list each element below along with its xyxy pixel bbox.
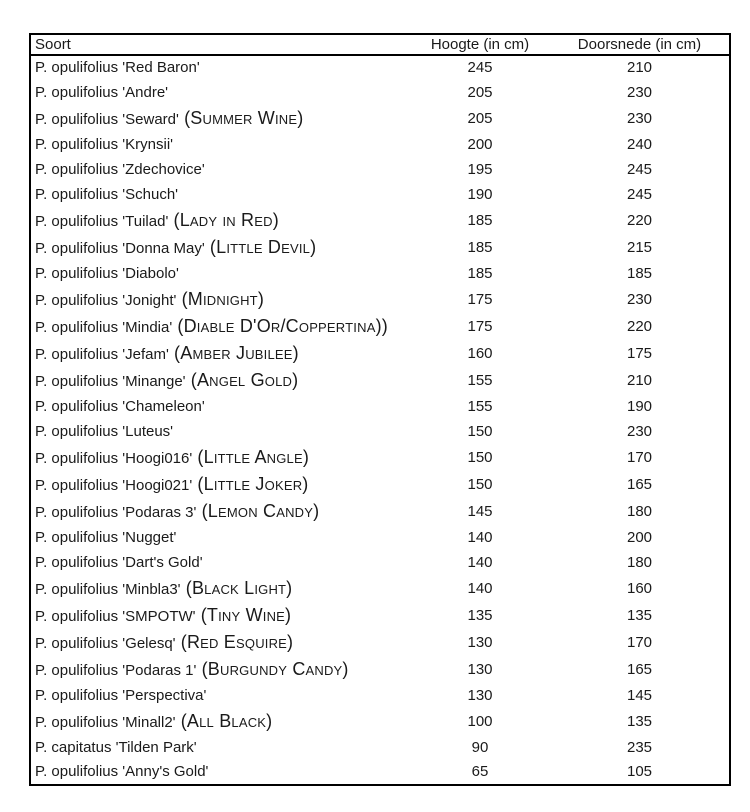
soort-name: P. opulifolius 'Hoogi016' (35, 450, 193, 468)
soort-name: P. opulifolius 'Minbla3' (35, 581, 181, 599)
cell-soort (30, 261, 410, 286)
soort-name: P. opulifolius 'Chameleon' (35, 397, 205, 415)
soort-name: P. opulifolius 'Donna May' (35, 240, 205, 258)
cell-soort (30, 419, 410, 444)
cell-hoogte: 175 (467, 317, 493, 335)
cell-hoogte: 130 (467, 633, 493, 651)
cell-soort (30, 629, 410, 656)
plant-size-table (29, 33, 731, 786)
header-soort: Soort (30, 34, 410, 55)
cell-soort (30, 550, 410, 575)
soort-name: P. opulifolius 'Podaras 3' (35, 504, 197, 522)
cell-soort (30, 234, 410, 261)
table-row (30, 656, 730, 683)
cell-soort (30, 602, 410, 629)
cell-soort (30, 444, 410, 471)
soort-name: P. opulifolius 'Minall2' (35, 714, 176, 732)
cell-doorsnede: 215 (626, 238, 653, 256)
cell-doorsnede: 160 (626, 579, 653, 597)
table-row (30, 575, 730, 602)
table-row (30, 340, 730, 367)
cell-doorsnede: 145 (626, 686, 653, 704)
header-hoogte: Hoogte (in cm) (410, 34, 550, 55)
cell-hoogte: 150 (467, 422, 493, 440)
cell-doorsnede: 165 (626, 475, 653, 493)
table-row (30, 132, 730, 157)
soort-name: P. opulifolius 'Anny's Gold' (35, 763, 209, 781)
cell-hoogte: 145 (467, 502, 493, 520)
cell-hoogte: 140 (467, 553, 493, 571)
table-row (30, 550, 730, 575)
cell-hoogte: 90 (471, 738, 489, 756)
cell-doorsnede: 245 (626, 185, 653, 203)
cell-soort (30, 735, 410, 760)
cell-soort (30, 394, 410, 419)
trade-name: (Diable D'Or/Coppertina)) (172, 316, 388, 337)
cell-soort (30, 367, 410, 394)
cell-doorsnede: 235 (626, 738, 653, 756)
trade-name: (Amber Jubilee) (168, 343, 299, 364)
cell-hoogte: 155 (467, 397, 493, 415)
table-row (30, 471, 730, 498)
cell-doorsnede: 220 (626, 211, 653, 229)
soort-name: P. opulifolius 'Nugget' (35, 528, 177, 546)
cell-soort (30, 105, 410, 132)
trade-name: (Lemon Candy) (196, 501, 320, 522)
soort-name: P. opulifolius 'Jonight' (35, 292, 177, 310)
cell-soort (30, 55, 410, 80)
table-row (30, 602, 730, 629)
cell-hoogte: 150 (467, 475, 493, 493)
trade-name: (Little Joker) (192, 474, 309, 495)
cell-soort (30, 656, 410, 683)
table-row (30, 629, 730, 656)
cell-soort (30, 157, 410, 182)
table-row (30, 394, 730, 419)
table-body (30, 55, 730, 785)
cell-doorsnede: 135 (626, 606, 653, 624)
cell-hoogte: 130 (467, 686, 493, 704)
table-row (30, 735, 730, 760)
cell-doorsnede: 230 (626, 83, 653, 101)
cell-doorsnede: 175 (626, 344, 653, 362)
cell-soort (30, 498, 410, 525)
cell-hoogte: 160 (467, 344, 493, 362)
cell-soort (30, 525, 410, 550)
cell-doorsnede: 200 (626, 528, 653, 546)
cell-doorsnede: 240 (626, 135, 653, 153)
cell-doorsnede: 165 (626, 660, 653, 678)
cell-hoogte: 135 (467, 606, 493, 624)
soort-name: P. opulifolius 'Diabolo' (35, 264, 179, 282)
soort-name: P. opulifolius 'Gelesq' (35, 635, 176, 653)
trade-name: (Red Esquire) (175, 632, 294, 653)
cell-hoogte: 195 (467, 160, 493, 178)
cell-doorsnede: 230 (626, 290, 653, 308)
trade-name: (Midnight) (176, 289, 265, 310)
soort-name: P. opulifolius 'Podaras 1' (35, 662, 197, 680)
cell-soort (30, 132, 410, 157)
cell-hoogte: 205 (467, 109, 493, 127)
cell-soort (30, 80, 410, 105)
cell-hoogte: 150 (467, 448, 493, 466)
trade-name: (Little Devil) (204, 237, 317, 258)
cell-soort (30, 683, 410, 708)
table-row (30, 708, 730, 735)
cell-soort (30, 575, 410, 602)
cell-doorsnede: 180 (626, 553, 653, 571)
cell-hoogte: 155 (467, 371, 493, 389)
table-row (30, 419, 730, 444)
cell-doorsnede: 230 (626, 422, 653, 440)
trade-name: (Tiny Wine) (195, 605, 292, 626)
cell-hoogte: 185 (467, 211, 493, 229)
cell-soort (30, 340, 410, 367)
table-row (30, 313, 730, 340)
cell-doorsnede: 135 (626, 712, 653, 730)
soort-name: P. opulifolius 'SMPOTW' (35, 608, 196, 626)
soort-name: P. opulifolius 'Zdechovice' (35, 160, 205, 178)
table-row (30, 261, 730, 286)
cell-hoogte: 185 (467, 238, 493, 256)
cell-hoogte: 65 (471, 763, 489, 781)
soort-name: P. opulifolius 'Minange' (35, 373, 186, 391)
header-row (30, 34, 730, 55)
cell-soort (30, 471, 410, 498)
trade-name: (Burgundy Candy) (196, 659, 349, 680)
soort-name: P. opulifolius 'Seward' (35, 111, 179, 129)
cell-doorsnede: 170 (626, 448, 653, 466)
table-row (30, 760, 730, 785)
trade-name: (Angel Gold) (185, 370, 299, 391)
cell-hoogte: 175 (467, 290, 493, 308)
table-row (30, 683, 730, 708)
cell-hoogte: 140 (467, 579, 493, 597)
cell-doorsnede: 245 (626, 160, 653, 178)
soort-name: P. opulifolius 'Luteus' (35, 422, 174, 440)
cell-doorsnede: 190 (626, 397, 653, 415)
soort-name: P. opulifolius 'Krynsii' (35, 135, 174, 153)
table-row (30, 207, 730, 234)
soort-name: P. opulifolius 'Red Baron' (35, 59, 200, 77)
soort-name: P. opulifolius 'Perspectiva' (35, 686, 207, 704)
cell-hoogte: 100 (467, 712, 493, 730)
trade-name: (Little Angle) (192, 447, 310, 468)
cell-soort (30, 708, 410, 735)
cell-doorsnede: 220 (626, 317, 653, 335)
cell-hoogte: 130 (467, 660, 493, 678)
table-row (30, 286, 730, 313)
cell-soort (30, 313, 410, 340)
cell-hoogte: 140 (467, 528, 493, 546)
cell-doorsnede: 210 (626, 59, 653, 77)
header-doorsnede: Doorsnede (in cm) (550, 34, 730, 55)
cell-hoogte: 205 (467, 83, 493, 101)
cell-doorsnede: 230 (626, 109, 653, 127)
table-row (30, 444, 730, 471)
table-row (30, 55, 730, 80)
cell-doorsnede: 185 (626, 264, 653, 282)
trade-name: (All Black) (175, 711, 273, 732)
trade-name: (Black Light) (180, 578, 293, 599)
table-row (30, 498, 730, 525)
cell-hoogte: 200 (467, 135, 493, 153)
table-row (30, 234, 730, 261)
cell-doorsnede: 180 (626, 502, 653, 520)
soort-name: P. opulifolius 'Mindia' (35, 319, 173, 337)
cell-soort (30, 207, 410, 234)
table-row (30, 182, 730, 207)
soort-name: P. opulifolius 'Jefam' (35, 346, 169, 364)
cell-hoogte: 190 (467, 185, 493, 203)
cell-soort (30, 286, 410, 313)
table-row (30, 105, 730, 132)
trade-name: (Lady in Red) (168, 210, 279, 231)
cell-soort (30, 182, 410, 207)
soort-name: P. capitatus 'Tilden Park' (35, 738, 197, 756)
table-row (30, 525, 730, 550)
table-row (30, 80, 730, 105)
soort-name: P. opulifolius 'Andre' (35, 83, 169, 101)
soort-name: P. opulifolius 'Dart's Gold' (35, 553, 203, 571)
soort-name: P. opulifolius 'Schuch' (35, 185, 179, 203)
cell-doorsnede: 105 (626, 763, 653, 781)
trade-name: (Summer Wine) (178, 108, 304, 129)
cell-hoogte: 185 (467, 264, 493, 282)
cell-hoogte: 245 (467, 59, 493, 77)
table-row (30, 157, 730, 182)
cell-soort (30, 760, 410, 785)
table-row (30, 367, 730, 394)
cell-doorsnede: 210 (626, 371, 653, 389)
cell-doorsnede: 170 (626, 633, 653, 651)
soort-name: P. opulifolius 'Tuilad' (35, 213, 169, 231)
soort-name: P. opulifolius 'Hoogi021' (35, 477, 193, 495)
